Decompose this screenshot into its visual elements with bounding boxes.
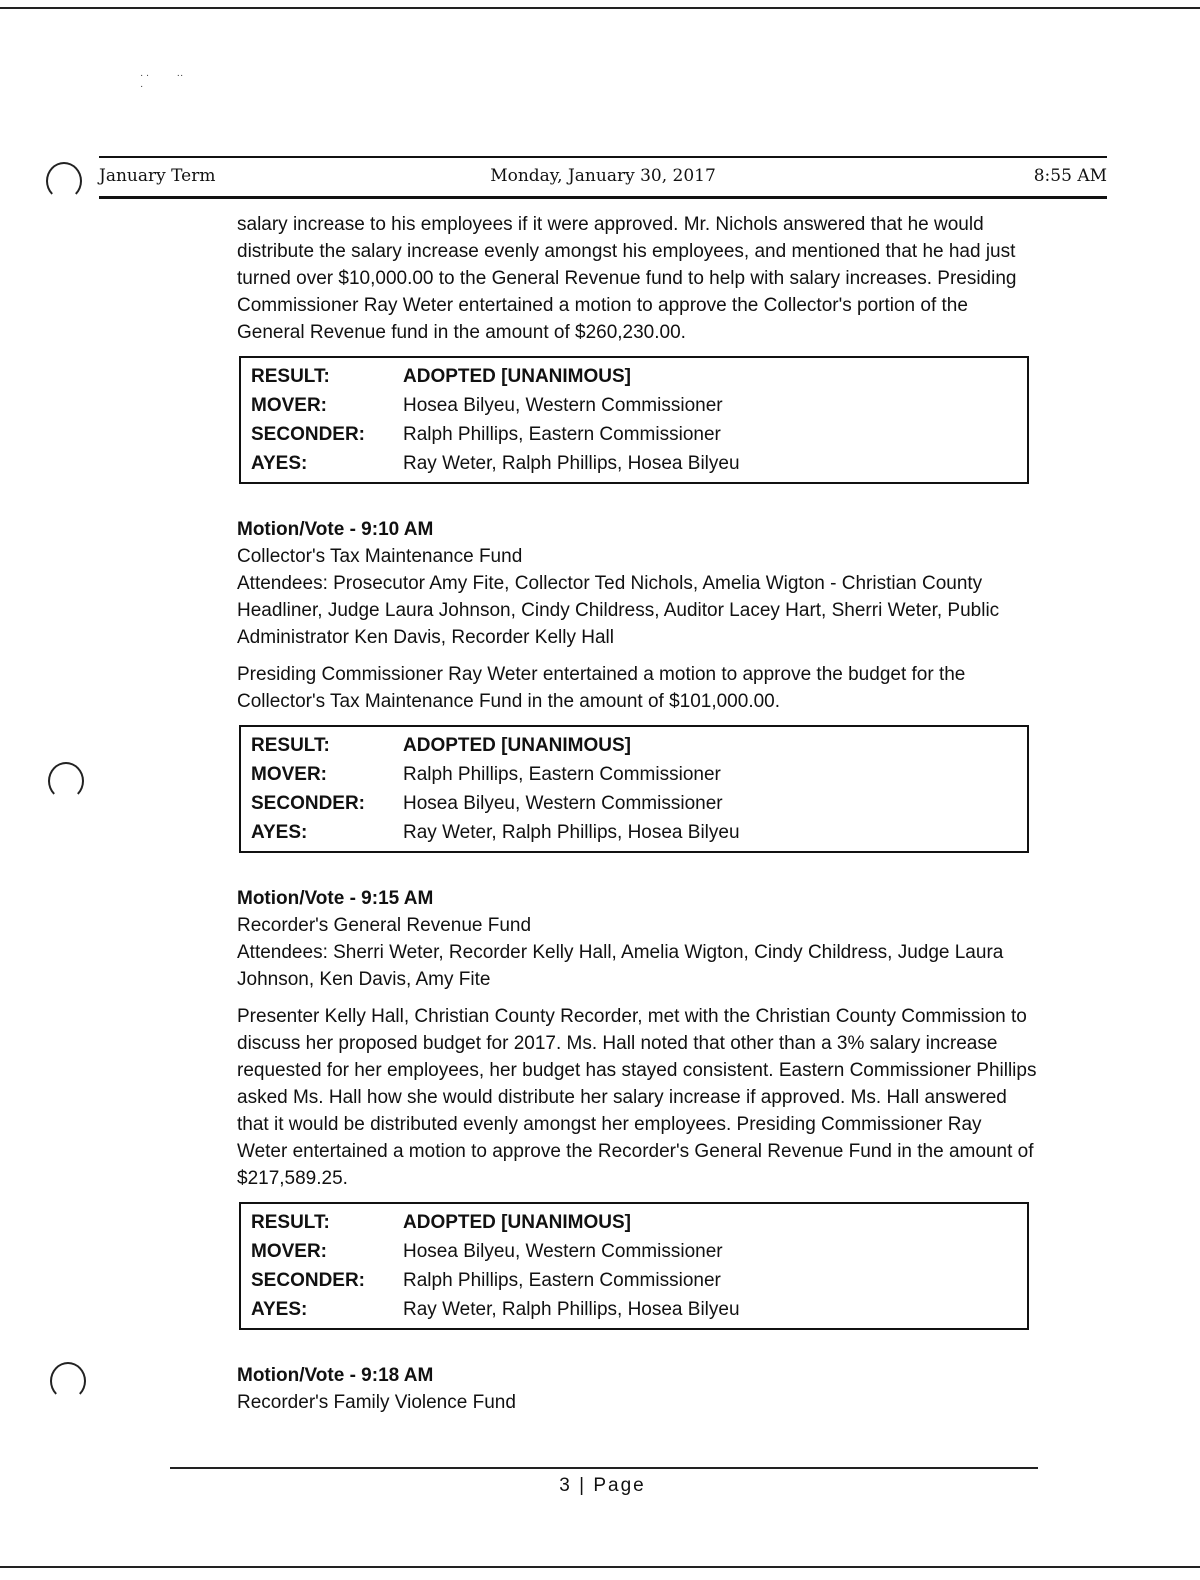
vote-table-3 (239, 1202, 1029, 1330)
vote-row-ayes (251, 1295, 1027, 1324)
result-value: ADOPTED [UNANIMOUS] (403, 1212, 631, 1233)
vote-row-seconder (251, 789, 1027, 818)
seconder-label: SECONDER: (251, 424, 366, 445)
vote-row-mover (251, 391, 1027, 420)
motion-body: Presenter Kelly Hall, Christian County Recorder, met with the Christian County Commission to discuss her proposed budget for 2017. Ms. Hall noted that other than a 3% salary increase requested for her employees, her budget has stayed consistent. Eastern Commissioner Phillips asked Ms. Hall how she would distribute her salary increase if approved. Ms. Hall answered that it would be distributed evenly amongst her employees. Presiding Commissioner Ray Weter entertained a motion to approve the Recorder's General Revenue Fund in the amount of $217,589.25. (237, 1006, 1037, 1189)
attendees: Attendees: Sherri Weter, Recorder Kelly Hall, Amelia Wigton, Cindy Childress, Judge Laura Johnson, Ken Davis, Amy Fite (237, 942, 1004, 990)
page-number: 3 | Page (559, 1475, 646, 1496)
seconder-value: Hosea Bilyeu, Western Commissioner (403, 793, 723, 814)
meeting-date: Monday, January 30, 2017 (490, 166, 716, 186)
minutes-body (237, 211, 1037, 1416)
result-label: RESULT: (251, 1212, 330, 1233)
motion-subject: Collector's Tax Maintenance Fund (237, 546, 523, 567)
seconder-label: SECONDER: (251, 1270, 366, 1291)
vote-table-2 (239, 725, 1029, 853)
motion-title: Motion/Vote - 9:18 AM (237, 1365, 434, 1386)
motion-section-3 (237, 1362, 1037, 1416)
motion-section-1 (237, 516, 1037, 715)
motion-title: Motion/Vote - 9:10 AM (237, 519, 434, 540)
vote-row-ayes (251, 449, 1027, 478)
scan-bottom-edge (0, 1566, 1200, 1568)
vote-row-mover (251, 760, 1027, 789)
motion-body: Presiding Commissioner Ray Weter entertained a motion to approve the budget for the Collector's Tax Maintenance Fund in the amount of $101,000.00. (237, 664, 966, 712)
ayes-label: AYES: (251, 1299, 308, 1320)
seconder-value: Ralph Phillips, Eastern Commissioner (403, 424, 721, 445)
vote-row-mover (251, 1237, 1027, 1266)
vote-row-result (251, 1208, 1027, 1237)
scan-top-edge (0, 7, 1200, 9)
motion-subject: Recorder's General Revenue Fund (237, 915, 532, 936)
header-bottom-rule (99, 196, 1107, 199)
header-top-rule (99, 156, 1107, 158)
result-label: RESULT: (251, 735, 330, 756)
mover-label: MOVER: (251, 395, 327, 416)
meeting-time: 8:55 AM (1033, 166, 1107, 186)
vote-row-ayes (251, 818, 1027, 847)
mover-value: Ralph Phillips, Eastern Commissioner (403, 764, 721, 785)
mover-value: Hosea Bilyeu, Western Commissioner (403, 395, 723, 416)
mover-label: MOVER: (251, 1241, 327, 1262)
vote-row-result (251, 731, 1027, 760)
mover-value: Hosea Bilyeu, Western Commissioner (403, 1241, 723, 1262)
vote-row-result (251, 362, 1027, 391)
seconder-value: Ralph Phillips, Eastern Commissioner (403, 1270, 721, 1291)
motion-section-2 (237, 885, 1037, 1192)
vote-row-seconder (251, 420, 1027, 449)
footer-rule (170, 1467, 1038, 1469)
motion-subject: Recorder's Family Violence Fund (237, 1392, 516, 1413)
page-header (99, 156, 1107, 200)
binder-hole-bottom (50, 1362, 86, 1400)
ayes-value: Ray Weter, Ralph Phillips, Hosea Bilyeu (403, 822, 740, 843)
term-label: January Term (99, 166, 216, 186)
attendees: Attendees: Prosecutor Amy Fite, Collector Ted Nichols, Amelia Wigton - Christian County Headliner, Judge Laura Johnson, Cindy Childress, Auditor Lacey Hart, Sherri Weter, Public Administrator Ken Davis, Recorder Kelly Hall (237, 573, 1000, 648)
binder-hole-top (46, 162, 82, 200)
binder-hole-middle (48, 762, 84, 800)
scan-specks: · ∙ ·· · (140, 70, 184, 92)
result-label: RESULT: (251, 366, 330, 387)
motion-title: Motion/Vote - 9:15 AM (237, 888, 434, 909)
result-value: ADOPTED [UNANIMOUS] (403, 366, 631, 387)
ayes-value: Ray Weter, Ralph Phillips, Hosea Bilyeu (403, 453, 740, 474)
vote-row-seconder (251, 1266, 1027, 1295)
ayes-label: AYES: (251, 453, 308, 474)
intro-paragraph: salary increase to his employees if it were approved. Mr. Nichols answered that he would distribute the salary increase evenly amongst his employees, and mentioned that he had just turned over $10,000.00 to the General Revenue fund to help with salary increases. Presiding Commissioner Ray Weter entertained a motion to approve the Collector's portion of the General Revenue fund in the amount of $260,230.00. (237, 214, 1017, 343)
ayes-value: Ray Weter, Ralph Phillips, Hosea Bilyeu (403, 1299, 740, 1320)
result-value: ADOPTED [UNANIMOUS] (403, 735, 631, 756)
ayes-label: AYES: (251, 822, 308, 843)
vote-table-1 (239, 356, 1029, 484)
seconder-label: SECONDER: (251, 793, 366, 814)
mover-label: MOVER: (251, 764, 327, 785)
